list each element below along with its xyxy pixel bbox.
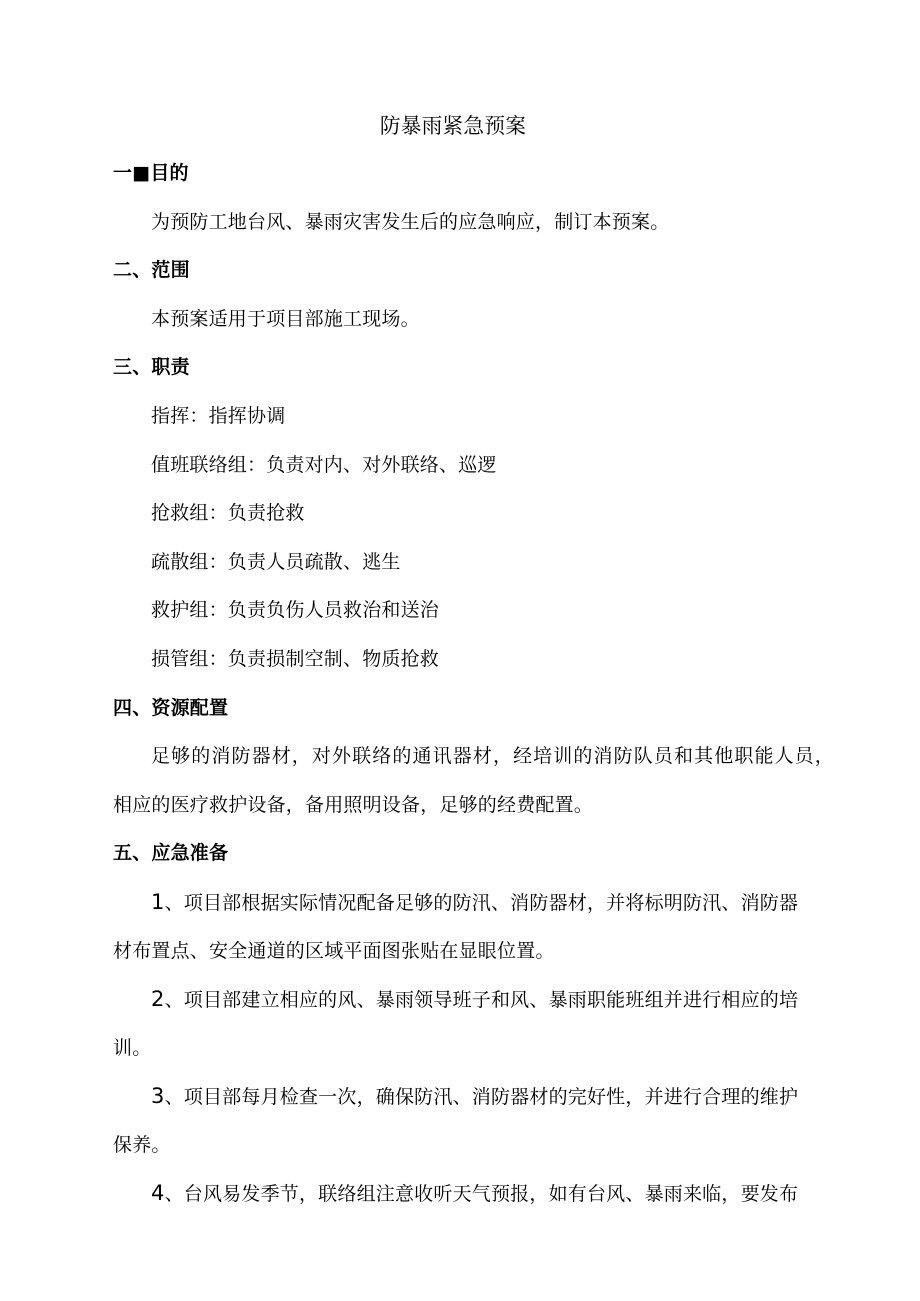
prep-item-3-line-1: 3、项目部每月检查一次，确保防汛、消防器材的完好性，并进行合理的维护 xyxy=(151,1084,799,1108)
duty-item: 指挥：指挥协调 xyxy=(151,405,286,427)
prep-item-4-line-1: 4、台风易发季节，联络组注意收听天气预报，如有台风、暴雨来临，要发布 xyxy=(151,1181,799,1205)
item-number: 2 xyxy=(151,987,165,1011)
prep-item-2-line-2: 训。 xyxy=(113,1037,152,1059)
section-scope-text: 本预案适用于项目部施工现场。 xyxy=(151,308,420,330)
duty-item: 疏散组：负责人员疏散、逃生 xyxy=(151,551,401,573)
duty-item: 抢救组：负责抢救 xyxy=(151,502,305,524)
section-purpose-text: 为预防工地台风、暴雨灾害发生后的应急响应，制订本预案。 xyxy=(151,211,670,233)
duty-item: 救护组：负责负伤人员救治和送治 xyxy=(151,599,440,621)
resources-line-1: 足够的消防器材，对外联络的通讯器材，经培训的消防队员和其他职能人员， xyxy=(151,745,834,767)
item-number: 4 xyxy=(151,1181,165,1205)
prep-item-1-line-1: 1、项目部根据实际情况配备足够的防汛、消防器材，并将标明防汛、消防器 xyxy=(151,890,799,914)
prep-item-2-line-1: 2、项目部建立相应的风、暴雨领导班子和风、暴雨职能班组并进行相应的培 xyxy=(151,987,799,1011)
item-number: 3 xyxy=(151,1084,165,1108)
prep-item-3-line-2: 保养。 xyxy=(113,1134,171,1156)
section-purpose-heading: 一■目的 xyxy=(113,162,189,184)
prep-item-1-line-2: 材布置点、安全通道的区域平面图张贴在显眼位置。 xyxy=(113,940,555,962)
section-duties-heading: 三、职责 xyxy=(113,356,190,378)
section-resources-heading: 四、资源配置 xyxy=(113,697,229,719)
duty-item: 损管组：负责损制空制、物质抢救 xyxy=(151,648,440,670)
section-preparation-heading: 五、应急准备 xyxy=(113,842,229,864)
section-scope-heading: 二、范围 xyxy=(113,259,190,281)
item-number: 1 xyxy=(151,890,165,914)
document-title: 防暴雨紧急预案 xyxy=(379,114,527,138)
duty-item: 值班联络组：负责对内、对外联络、巡逻 xyxy=(151,454,497,476)
resources-line-2: 相应的医疗救护设备，备用照明设备，足够的经费配置。 xyxy=(113,794,594,816)
